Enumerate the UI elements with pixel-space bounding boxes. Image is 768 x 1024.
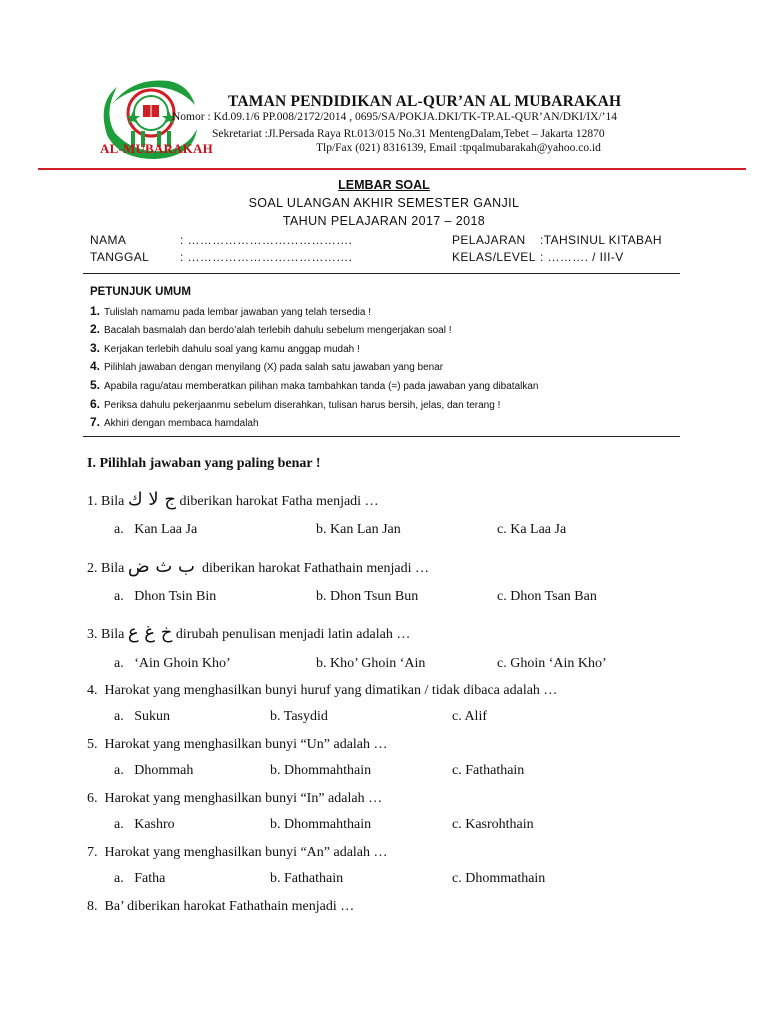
instruction-item: 2. Bacalah basmalah dan berdo’alah terlebih dahulu sebelum mengerjakan soal ! xyxy=(90,322,452,336)
option-c[interactable]: c. Ghoin ‘Ain Kho’ xyxy=(497,656,607,671)
class-field[interactable]: : ………. / III-V xyxy=(540,250,624,264)
divider-top xyxy=(83,273,680,274)
sheet-title: LEMBAR SOAL xyxy=(338,178,430,192)
option-c[interactable]: c. Dhommathain xyxy=(452,871,546,886)
subject-value: :TAHSINUL KITABAH xyxy=(540,233,662,247)
option-b[interactable]: b. Fathathain xyxy=(270,871,344,886)
option-c[interactable]: c. Kasrohthain xyxy=(452,817,534,832)
option-b[interactable]: b. Dhommahthain xyxy=(270,817,372,832)
option-b[interactable]: b. Kho’ Ghoin ‘Ain xyxy=(316,656,426,671)
date-label: TANGGAL xyxy=(90,250,150,264)
instructions-title: PETUNJUK UMUM xyxy=(90,286,191,298)
option-c[interactable]: c. Alif xyxy=(452,709,487,724)
question-4: 4. Harokat yang menghasilkan bunyi huruf yang dimatikan / tidak dibaca adalah … xyxy=(87,683,558,698)
option-c[interactable]: c. Ka Laa Ja xyxy=(497,522,567,537)
name-field[interactable]: : …………………………………. xyxy=(180,233,353,247)
option-c[interactable]: c. Fathathain xyxy=(452,763,525,778)
question-5: 5. Harokat yang menghasilkan bunyi “Un” adalah … xyxy=(87,737,388,752)
header-divider xyxy=(38,168,746,170)
academic-year: TAHUN PELAJARAN 2017 – 2018 xyxy=(282,214,486,228)
option-c[interactable]: c. Dhon Tsan Ban xyxy=(497,589,597,604)
instruction-item: 6. Periksa dahulu pekerjaanmu sebelum diserahkan, tulisan harus bersih, jelas, dan terang ! xyxy=(90,397,501,411)
option-a[interactable]: a. ‘Ain Ghoin Kho’ xyxy=(114,656,231,671)
option-a[interactable]: a. Dhon Tsin Bin xyxy=(114,589,217,604)
question-2: 2. Bila ب ث ض diberikan harokat Fathathain menjadi … xyxy=(87,556,429,577)
instruction-item: 5. Apabila ragu/atau memberatkan pilihan maka tambahkan tanda (=) pada jawaban yang dibatalkan xyxy=(90,378,539,392)
date-field[interactable]: : …………………………………. xyxy=(180,250,353,264)
subject-label: PELAJARAN xyxy=(452,233,526,247)
school-title: TAMAN PENDIDIKAN AL-QUR’AN AL MUBARAKAH xyxy=(228,93,622,110)
option-b[interactable]: b. Dhon Tsun Bun xyxy=(316,589,419,604)
logo-text: AL-MUBARAKAH xyxy=(100,141,213,156)
option-b[interactable]: b. Kan Lan Jan xyxy=(316,522,401,537)
instruction-item: 3. Kerjakan terlebih dahulu soal yang kamu anggap mudah ! xyxy=(90,341,360,355)
divider-bottom xyxy=(83,436,680,437)
instruction-item: 7. Akhiri dengan membaca hamdalah xyxy=(90,415,259,429)
instruction-item: 4. Pilihlah jawaban dengan menyilang (X) pada salah satu jawaban yang benar xyxy=(90,359,444,373)
registration-number: Nomor : Kd.09.1/6 PP.008/2172/2014 , 0695/SA/POKJA.DKI/TK-TP.AL-QUR’AN/DKI/IX/’14 xyxy=(172,111,617,123)
school-address: Sekretariat :Jl.Persada Raya Rt.013/015 No.31 MentengDalam,Tebet – Jakarta 12870 xyxy=(212,128,605,140)
option-a[interactable]: a. Dhommah xyxy=(114,763,194,778)
arabic-letters: ج لا ك xyxy=(127,489,177,510)
option-a[interactable]: a. Kashro xyxy=(114,817,175,832)
arabic-letters: ب ث ض xyxy=(127,556,195,577)
option-b[interactable]: b. Dhommahthain xyxy=(270,763,372,778)
question-7: 7. Harokat yang menghasilkan bunyi “An” adalah … xyxy=(87,845,388,860)
option-a[interactable]: a. Kan Laa Ja xyxy=(114,522,198,537)
option-b[interactable]: b. Tasydid xyxy=(270,709,328,724)
sheet-subtitle: SOAL ULANGAN AKHIR SEMESTER GANJIL xyxy=(248,196,520,210)
instruction-item: 1. Tulislah namamu pada lembar jawaban yang telah tersedia ! xyxy=(90,304,372,318)
arabic-letters: خ غ ع xyxy=(127,622,173,643)
option-a[interactable]: a. Sukun xyxy=(114,709,171,724)
question-6: 6. Harokat yang menghasilkan bunyi “In” adalah … xyxy=(87,791,383,806)
question-8: 8. Ba’ diberikan harokat Fathathain menjadi … xyxy=(87,899,355,914)
question-3: 3. Bila خ غ ع dirubah penulisan menjadi latin adalah … xyxy=(87,622,411,643)
school-contact: Tlp/Fax (021) 8316139, Email :tpqalmubarakah@yahoo.co.id xyxy=(316,142,601,154)
section-heading: I. Pilihlah jawaban yang paling benar ! xyxy=(87,456,321,471)
option-a[interactable]: a. Fatha xyxy=(114,871,166,886)
name-label: NAMA xyxy=(90,233,127,247)
question-1: 1. Bila ج لا ك diberikan harokat Fatha menjadi … xyxy=(87,489,379,510)
class-label: KELAS/LEVEL xyxy=(452,250,536,264)
